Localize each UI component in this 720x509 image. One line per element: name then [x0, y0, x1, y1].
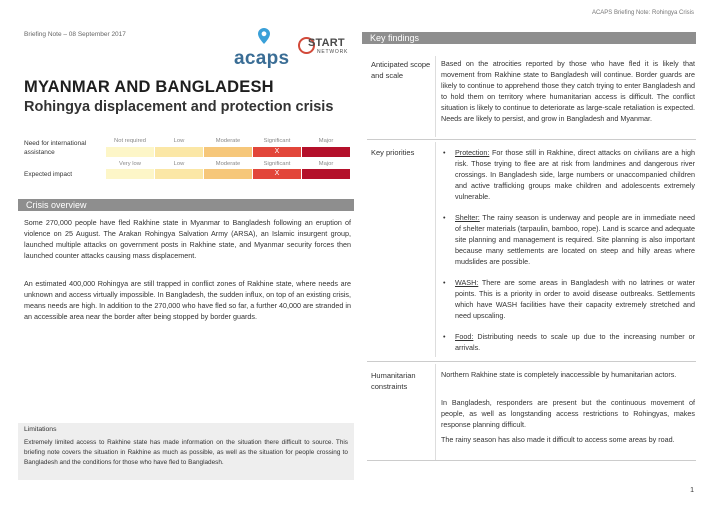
list-item — [441, 147, 695, 202]
constraints-paragraph: The rainy season has also made it difficult to access some areas by road. — [441, 435, 675, 444]
crisis-overview-paragraph: Some 270,000 people have fled Rakhine state in Myanmar to Bangladesh following an eruption of violence on 25 August. The Arakan Rohingya Salvation Army (ARSA), an Islamic insurgent group, launched multiple attacks on government posts in Rakhine state, and Myanmar security forces then launched counter attacks causing mass displacement. — [24, 218, 351, 260]
need-scale-level: Low — [173, 138, 185, 144]
divider — [367, 361, 696, 362]
page-subtitle: Rohingya displacement and protection crisis — [24, 99, 334, 115]
anticipated-scope-label: Anticipated scope and scale — [371, 60, 431, 80]
need-scale-level: Not required — [114, 138, 146, 144]
humanitarian-constraints-label: Humanitarian constraints — [371, 371, 416, 391]
constraints-paragraph: In Bangladesh, responders are present but the continuous movement of people, as well as longstanding access restrictions to Rohingyas, makes response planning difficult. — [441, 398, 695, 429]
priority-text: For those still in Rakhine, direct attacks on civilians are a high risk. Those trying to flee are at risk from landmines and dangerous river crossings. In Bangladesh side, large numbers or unaccompanied children and active trafficking groups make children and adolescents extremely vulnerable. — [455, 148, 695, 201]
key-priorities-label: Key priorities — [371, 148, 415, 157]
start-wordmark: START — [308, 37, 345, 49]
bullet-icon: • — [443, 213, 446, 222]
key-findings-heading: Key findings — [362, 32, 696, 44]
page-title: MYANMAR AND BANGLADESH — [24, 78, 274, 96]
need-scale-label: Need for international assistance — [24, 140, 87, 156]
impact-scale-level: Major — [318, 161, 334, 167]
divider — [367, 460, 696, 461]
acaps-wordmark: acaps — [234, 48, 290, 69]
briefing-date: Briefing Note – 08 September 2017 — [24, 31, 126, 38]
divider — [435, 364, 436, 460]
impact-scale-level: Moderate — [215, 161, 241, 167]
list-item — [441, 331, 695, 353]
impact-scale-level: Very low — [119, 161, 141, 167]
running-header: ACAPS Briefing Note: Rohingya Crisis — [591, 10, 694, 16]
priority-text: The rainy season is underway and people are in immediate need of shelter materials (tarpaulin, bamboo, rope). Land is scarce and adequate site planning and management is required. Site planning is also important because many settlements are located on steep and hilly areas where mudslides are possible. — [455, 213, 695, 266]
impact-scale-cell — [155, 169, 203, 179]
anticipated-scope-text: Based on the atrocities reported by those who have fled it is likely that movement from Rakhine state to Bangladesh will continue. Border guards are likely to continue to apprehend those they catch trying to enter Bangladesh and to hold them on territory where humanitarian access is difficult. The conflict situation is likely to continue to deteriorate as large-scale retaliation is expected. Needs are likely to persist, and grow in Bangladesh and Myanmar. — [441, 59, 695, 123]
priority-heading: Shelter: — [455, 213, 480, 222]
limitations-text: Extremely limited access to Rakhine state has made information on the situation there difficult to source. This briefing note covers the situation in Rakhine as much as possible, as well as the situation for people crossing to Bangladesh and the conditions for those who have fled to Bangladesh. — [24, 439, 348, 466]
priority-text: Distributing needs to scale up due to the increasing number or arrivals. — [455, 332, 695, 352]
need-scale-cell-selected: X — [253, 147, 301, 157]
list-item — [441, 212, 695, 267]
page-number: 1 — [690, 487, 694, 494]
need-scale-cell — [106, 147, 154, 157]
divider — [435, 142, 436, 357]
need-scale-cell — [204, 147, 252, 157]
need-scale-cell — [155, 147, 203, 157]
key-priorities-list — [441, 147, 695, 363]
divider — [435, 56, 436, 137]
acaps-logo — [226, 28, 296, 68]
need-scale-level: Major — [318, 138, 334, 144]
impact-scale-cell — [302, 169, 350, 179]
list-item — [441, 277, 695, 321]
priority-heading: Protection: — [455, 148, 490, 157]
need-scale-level: Moderate — [215, 138, 241, 144]
need-scale-cell — [302, 147, 350, 157]
impact-scale-level: Significant — [263, 161, 291, 167]
constraints-paragraph: Northern Rakhine state is completely inaccessible by humanitarian actors. — [441, 370, 677, 379]
severity-scales — [24, 139, 354, 181]
start-network-wordmark: NETWORK — [317, 49, 349, 55]
bullet-icon: • — [443, 278, 446, 287]
impact-scale-label: Expected impact — [24, 171, 73, 178]
limitations-box — [18, 423, 354, 480]
priority-text: There are some areas in Bangladesh with no latrines or water points. This is a priority in order to avoid disease outbreaks. Settlements which have WASH facilities have their capacity extremely stretched and need upscaling. — [455, 278, 695, 320]
impact-scale-cell — [204, 169, 252, 179]
impact-scale-cell — [106, 169, 154, 179]
crisis-overview-heading: Crisis overview — [18, 199, 354, 211]
bullet-icon: • — [443, 332, 446, 341]
bullet-icon: • — [443, 148, 446, 157]
impact-scale-level: Low — [173, 161, 185, 167]
limitations-title: Limitations — [24, 426, 57, 433]
location-pin-icon — [258, 28, 270, 44]
start-network-logo — [298, 37, 354, 57]
divider — [367, 139, 696, 140]
priority-heading: WASH: — [455, 278, 479, 287]
priority-heading: Food: — [455, 332, 474, 341]
need-scale-level: Significant — [263, 138, 291, 144]
impact-scale-cell-selected: X — [253, 169, 301, 179]
crisis-overview-paragraph: An estimated 400,000 Rohingya are still trapped in conflict zones of Rakhine state, where needs are unknown and access virtually impossible. In Bangladesh, the sudden influx, on top of an existing crisis, means needs are high. In addition to the 270,000 who have fled so far, a further 40,000 are stranded in an accessible area near the border after being stopped by border guards. — [24, 279, 351, 321]
